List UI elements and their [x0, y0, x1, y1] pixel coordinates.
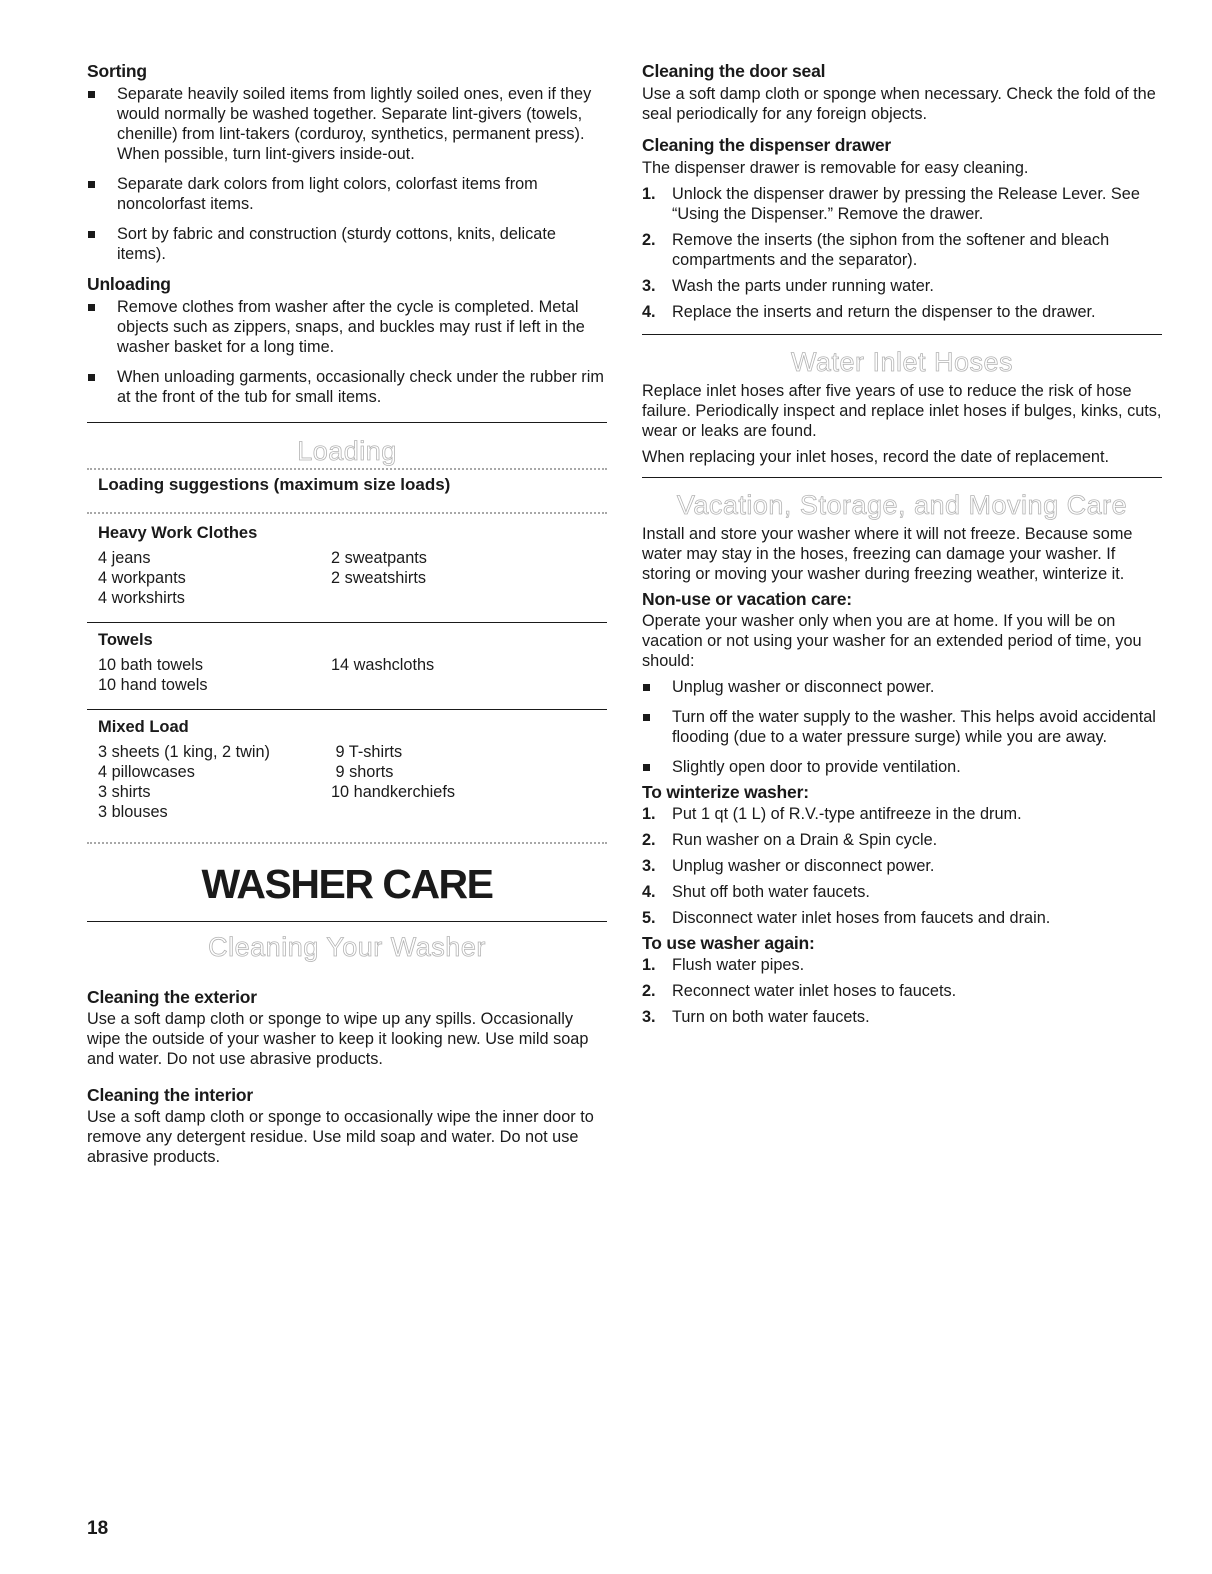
unloading-list [87, 297, 607, 407]
vacation-text: Install and store your washer where it will not freeze. Because some water may stay in the hoses, freezing can damage your washer. If storing or moving your washer during freezing weather, winterize it. [642, 525, 1133, 583]
list-item: 5. Disconnect water inlet hoses from faucets and drain. [642, 909, 1051, 927]
section-divider [642, 477, 1162, 478]
list-item: 1. Put 1 qt (1 L) of R.V.-type antifreeze in the drum. [642, 805, 1022, 823]
vacation-heading: Vacation, Storage, and Moving Care [676, 490, 1128, 520]
table-row: 3 sheets (1 king, 2 twin) 9 T-shirts [98, 743, 403, 761]
list-item: 3. Unplug washer or disconnect power. [642, 857, 935, 875]
nonuse-text: Operate your washer only when you are at home. If you will be on vacation or not using your washer for an extended period of time, you should: [642, 612, 1142, 670]
list-item: Remove clothes from washer after the cycle is completed. Metal objects such as zippers, snaps, and buckles may rust if left in the washer basket for a long time. [87, 297, 607, 357]
list-item: 3. Wash the parts under running water. [642, 277, 934, 295]
dispenser-heading: Cleaning the dispenser drawer [642, 135, 891, 155]
winterize-steps [642, 804, 1162, 928]
exterior-heading: Cleaning the exterior [87, 987, 257, 1007]
exterior-text: Use a soft damp cloth or sponge to wipe up any spills. Occasionally wipe the outside of your washer to keep it looking new. Use mild soap and water. Do not use abrasive products. [87, 1010, 589, 1068]
table-row: 3 shirts 10 handkerchiefs [98, 783, 456, 801]
list-item: 2. Remove the inserts (the siphon from the softener and bleach compartments and the separator). [642, 231, 1110, 269]
table-row: 4 workshirts [98, 589, 185, 607]
hoses-text-1: Replace inlet hoses after five years of use to reduce the risk of hose failure. Periodically inspect and replace inlet hoses if bulges, kinks, cuts, wear or leaks are found. [642, 382, 1162, 440]
table-row: 4 pillowcases 9 shorts [98, 763, 394, 781]
table-row: 10 hand towels [98, 676, 208, 694]
use-again-steps [642, 955, 1162, 1027]
list-item: Separate heavily soiled items from lightly soiled ones, even if they would normally be washed together. Separate lint-givers (towels, chenille) from lint-takers (corduroy, synthetics, permanent press). When possible, turn lint-givers inside-out. [87, 84, 607, 164]
unloading-heading: Unloading [87, 274, 171, 294]
interior-text: Use a soft damp cloth or sponge to occasionally wipe the inner door to remove any detergent residue. Use mild soap and water. Do not use abrasive products. [87, 1108, 594, 1166]
dotted-divider [87, 468, 607, 470]
door-seal-text: Use a soft damp cloth or sponge when necessary. Check the fold of the seal periodically for any foreign objects. [642, 85, 1156, 123]
dotted-divider [87, 512, 607, 514]
sorting-heading: Sorting [87, 61, 147, 81]
section-divider [87, 921, 607, 922]
towels-title: Towels [98, 631, 153, 649]
list-item: Slightly open door to provide ventilation. [642, 757, 1162, 777]
list-item: Separate dark colors from light colors, colorfast items from noncolorfast items. [87, 174, 607, 214]
list-item: 3. Turn on both water faucets. [642, 1008, 870, 1026]
list-item: 2. Reconnect water inlet hoses to faucets. [642, 982, 957, 1000]
sorting-list [87, 84, 607, 264]
towels-block [87, 629, 607, 695]
washer-care-title: WASHER CARE [201, 861, 493, 907]
section-divider [642, 334, 1162, 335]
list-item: Unplug washer or disconnect power. [642, 677, 1162, 697]
list-item: 4. Shut off both water faucets. [642, 883, 870, 901]
hoses-text-2: When replacing your inlet hoses, record the date of replacement. [642, 448, 1109, 466]
list-item: 1. Flush water pipes. [642, 956, 805, 974]
table-row: 10 bath towels 14 washcloths [98, 656, 435, 674]
right-column [642, 60, 1162, 1027]
mixed-load-block [87, 716, 607, 822]
nonuse-heading: Non-use or vacation care: [642, 589, 852, 609]
cleaning-your-washer-heading: Cleaning Your Washer [208, 932, 486, 962]
page-number: 18 [87, 1518, 109, 1539]
table-divider [87, 709, 607, 710]
list-item: 2. Run washer on a Drain & Spin cycle. [642, 831, 938, 849]
table-divider [87, 622, 607, 623]
table-row: 4 workpants 2 sweatshirts [98, 569, 427, 587]
list-item: 4. Replace the inserts and return the dispenser to the drawer. [642, 303, 1096, 321]
list-item: Turn off the water supply to the washer. This helps avoid accidental flooding (due to a water pressure surge) while you are away. [642, 707, 1162, 747]
door-seal-heading: Cleaning the door seal [642, 61, 826, 81]
dotted-divider [87, 842, 607, 844]
winterize-heading: To winterize washer: [642, 782, 809, 802]
heavy-work-clothes-title: Heavy Work Clothes [98, 524, 258, 542]
left-column [87, 60, 607, 1167]
list-item: When unloading garments, occasionally check under the rubber rim at the front of the tub for small items. [87, 367, 607, 407]
table-row: 3 blouses [98, 803, 168, 821]
list-item: 1. Unlock the dispenser drawer by pressing the Release Lever. See “Using the Dispenser.” Remove the drawer. [642, 185, 1140, 223]
nonuse-list [642, 677, 1162, 777]
use-again-heading: To use washer again: [642, 933, 815, 953]
dispenser-intro: The dispenser drawer is removable for easy cleaning. [642, 159, 1029, 177]
water-inlet-hoses-heading: Water Inlet Hoses [790, 347, 1014, 377]
table-row: 4 jeans 2 sweatpants [98, 549, 427, 567]
interior-heading: Cleaning the interior [87, 1085, 253, 1105]
mixed-load-title: Mixed Load [98, 718, 189, 736]
list-item: Sort by fabric and construction (sturdy cottons, knits, delicate items). [87, 224, 607, 264]
loading-heading: Loading [297, 436, 397, 466]
dispenser-steps [642, 184, 1162, 322]
section-divider [87, 422, 607, 423]
loading-suggestions-title: Loading suggestions (maximum size loads) [98, 475, 451, 494]
heavy-work-clothes-block [87, 522, 607, 608]
